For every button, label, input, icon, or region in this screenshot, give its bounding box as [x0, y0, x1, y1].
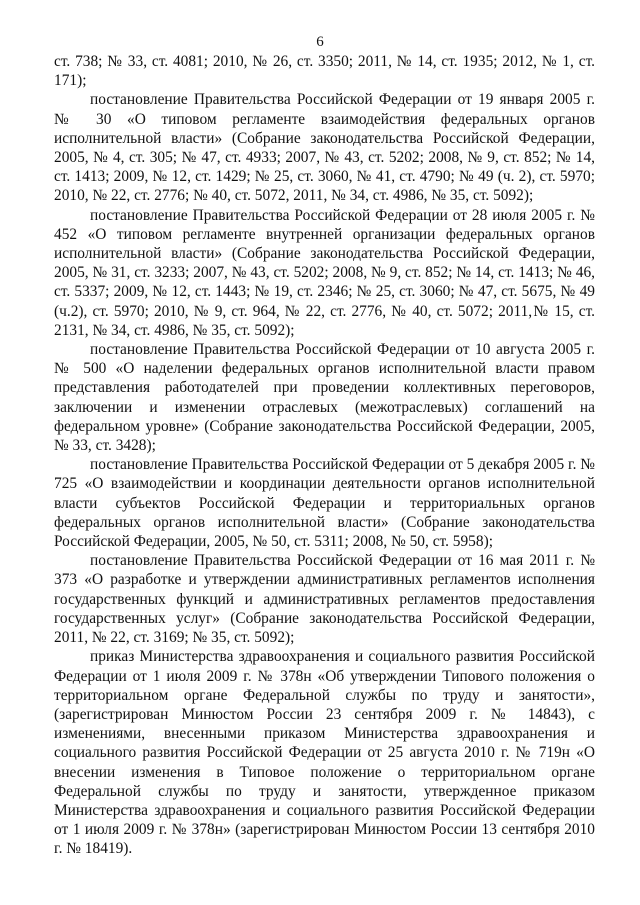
paragraph-continuation: ст. 738; № 33, ст. 4081; 2010, № 26, ст. 3350; 2011, № 14, ст. 1935; 2012, № 1, ст. 171);	[54, 53, 595, 90]
page-number: 6	[316, 34, 324, 50]
paragraph-resolution-500: постановление Правительства Российской Федерации от 10 августа 2005 г. № 500 «О наделении федеральных органов исполнительной власти правом представления работодателей при проведении коллективных переговоров, заключении и изменении отраслевых (межотраслевых) соглашений на федеральном уровне» (Собрание законодательства Российской Федерации, 2005, № 33, ст. 3428);	[54, 341, 595, 455]
paragraph-order-378n: приказ Министерства здравоохранения и социального развития Российской Федерации от 1 июля 2009 г. № 378н «Об утверждении Типового положения о территориальном органе Федеральной службы по труду и занятости», (зарегистрирован Минюстом России 23 сентября 2009 г. № 14843), с изменениями, внесенными приказом Министерства здравоохранения и социального развития Российской Федерации от 25 августа 2010 г. № 719н «О внесении изменения в Типовое положение о территориальном органе Федеральной службы по труду и занятости, утвержденное приказом Министерства здравоохранения и социального развития Российской Федерации от 1 июля 2009 г. № 378н» (зарегистрирован Минюстом России 13 сентября 2010 г. № 18419).	[54, 648, 595, 858]
paragraph-resolution-725: постановление Правительства Российской Федерации от 5 декабря 2005 г. № 725 «О взаимодействии и координации деятельности органов исполнительной власти субъектов Российской Федерации и территориальных органов федеральных органов исполнительной власти» (Собрание законодательства Российской Федерации, 2005, № 50, ст. 5311; 2008, № 50, ст. 5958);	[54, 456, 595, 551]
paragraph-resolution-30: постановление Правительства Российской Федерации от 19 января 2005 г. № 30 «О типовом регламенте взаимодействия федеральных органов исполнительной власти» (Собрание законодательства Российской Федерации, 2005, № 4, ст. 305; № 47, ст. 4933; 2007, № 43, ст. 5202; 2008, № 9, ст. 852; № 14, ст. 1413; 2009, № 12, ст. 1429; № 25, ст. 3060, № 41, ст. 4790; № 49 (ч. 2), ст. 5970; 2010, № 22, ст. 2776; № 40, ст. 5072, 2011, № 34, ст. 4986, № 35, ст. 5092);	[54, 91, 595, 205]
document-body	[54, 52, 595, 859]
paragraph-resolution-373: постановление Правительства Российской Федерации от 16 мая 2011 г. № 373 «О разработке и утверждении административных регламентов исполнения государственных функций и административных регламентов предоставления государственных услуг» (Собрание законодательства Российской Федерации, 2011, № 22, ст. 3169; № 35, ст. 5092);	[54, 552, 595, 647]
paragraph-resolution-452: постановление Правительства Российской Федерации от 28 июля 2005 г. № 452 «О типовом регламенте внутренней организации федеральных органов исполнительной власти» (Собрание законодательства Российской Федерации, 2005, № 31, ст. 3233; 2007, № 43, ст. 5202; 2008, № 9, ст. 852; № 14, ст. 1413; № 46, ст. 5337; 2009, № 12, ст. 1443; № 19, ст. 2346; № 25, ст. 3060; № 47, ст. 5675, № 49 (ч.2), ст. 5970; 2010, № 9, ст. 964, № 22, ст. 2776, № 40, ст. 5072; 2011,№ 15, ст. 2131, № 34, ст. 4986, № 35, ст. 5092);	[54, 206, 595, 339]
